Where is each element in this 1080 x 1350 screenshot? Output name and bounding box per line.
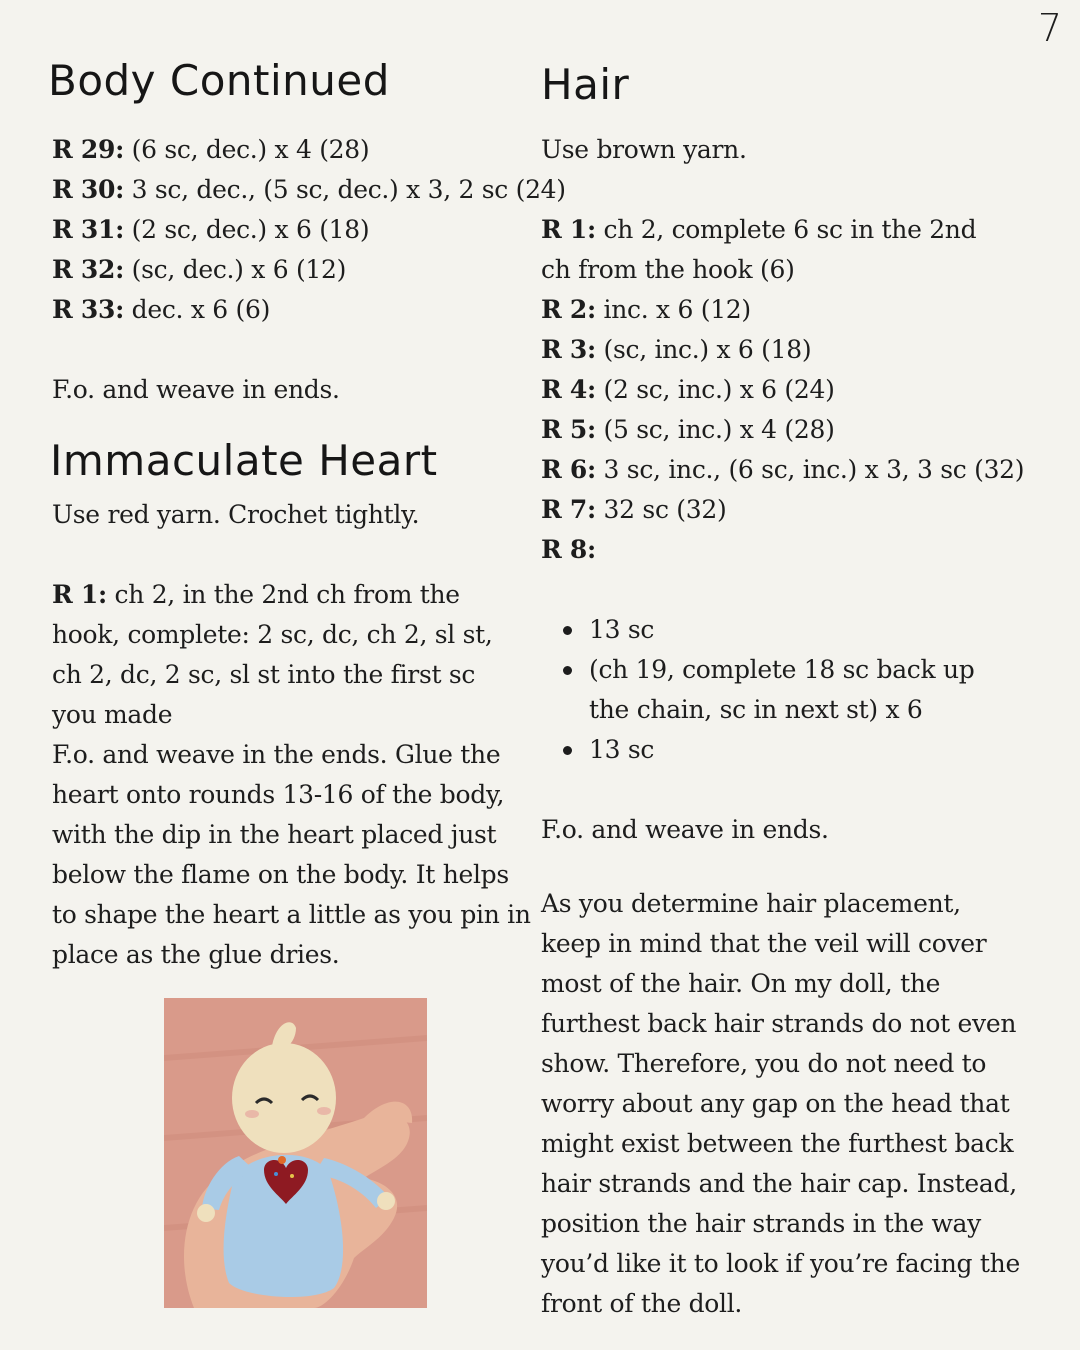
round-row: R 5: (5 sc, inc.) x 4 (28) [541,415,835,444]
round-row: R 30: 3 sc, dec., (5 sc, dec.) x 3, 2 sc (24) [52,175,566,204]
hair-intro-text: Use brown yarn. [541,135,747,164]
round-row: R 32: (sc, dec.) x 6 (12) [52,255,347,284]
round-row: R 2: inc. x 6 (12) [541,295,751,324]
round-row: R 8: [541,535,596,564]
body-continued-heading: Body Continued [48,56,390,105]
hair-rows [541,290,1025,570]
round-row: R 7: 32 sc (32) [541,495,727,524]
doll-photo-illustration [164,998,427,1308]
round-8-bullets [541,610,1011,770]
doll-photo [164,998,427,1308]
list-item: (ch 19, complete 18 sc back up the chain, sc in next st) x 6 [541,650,1011,730]
body-continued-rows [52,130,566,330]
round-row: R 4: (2 sc, inc.) x 6 (24) [541,375,835,404]
hair-round-1: R 1: ch 2, complete 6 sc in the 2nd ch from the hook (6) [541,215,977,284]
hair-heading: Hair [541,60,630,109]
heart-round-1: R 1: ch 2, in the 2nd ch from the hook, complete: 2 sc, dc, ch 2, sl st, ch 2, dc, 2 sc, sl st into the first sc you made [52,580,493,729]
round-row: R 29: (6 sc, dec.) x 4 (28) [52,135,370,164]
hair-placement-text: As you determine hair placement, keep in mind that the veil will cover most of the hair. On my doll, the furthest back hair strands do not even show. Therefore, you do not need to worry about any gap on the head that might exist between the furthest back hair strands and the hair cap. Instead, position the hair strands in the way you’d like it to look if you’re facing the front of the doll. [541,889,1020,1318]
round-row: R 33: dec. x 6 (6) [52,295,271,324]
round-row: R 31: (2 sc, dec.) x 6 (18) [52,215,370,244]
list-item: 13 sc [541,610,1011,650]
hair-finish-text: F.o. and weave in ends. [541,815,829,844]
body-finish-text: F.o. and weave in ends. [52,375,340,404]
round-row: R 6: 3 sc, inc., (6 sc, inc.) x 3, 3 sc (32) [541,455,1025,484]
heart-intro-text: Use red yarn. Crochet tightly. [52,500,420,529]
heart-finish-text: F.o. and weave in the ends. Glue the heart onto rounds 13-16 of the body, with the dip in the heart placed just below the flame on the body. It helps to shape the heart a little as you pin in place as the glue dries. [52,740,531,969]
round-row: R 3: (sc, inc.) x 6 (18) [541,335,812,364]
list-item: 13 sc [541,730,1011,770]
immaculate-heart-heading: Immaculate Heart [50,436,438,485]
page-number: 7 [1037,6,1062,50]
